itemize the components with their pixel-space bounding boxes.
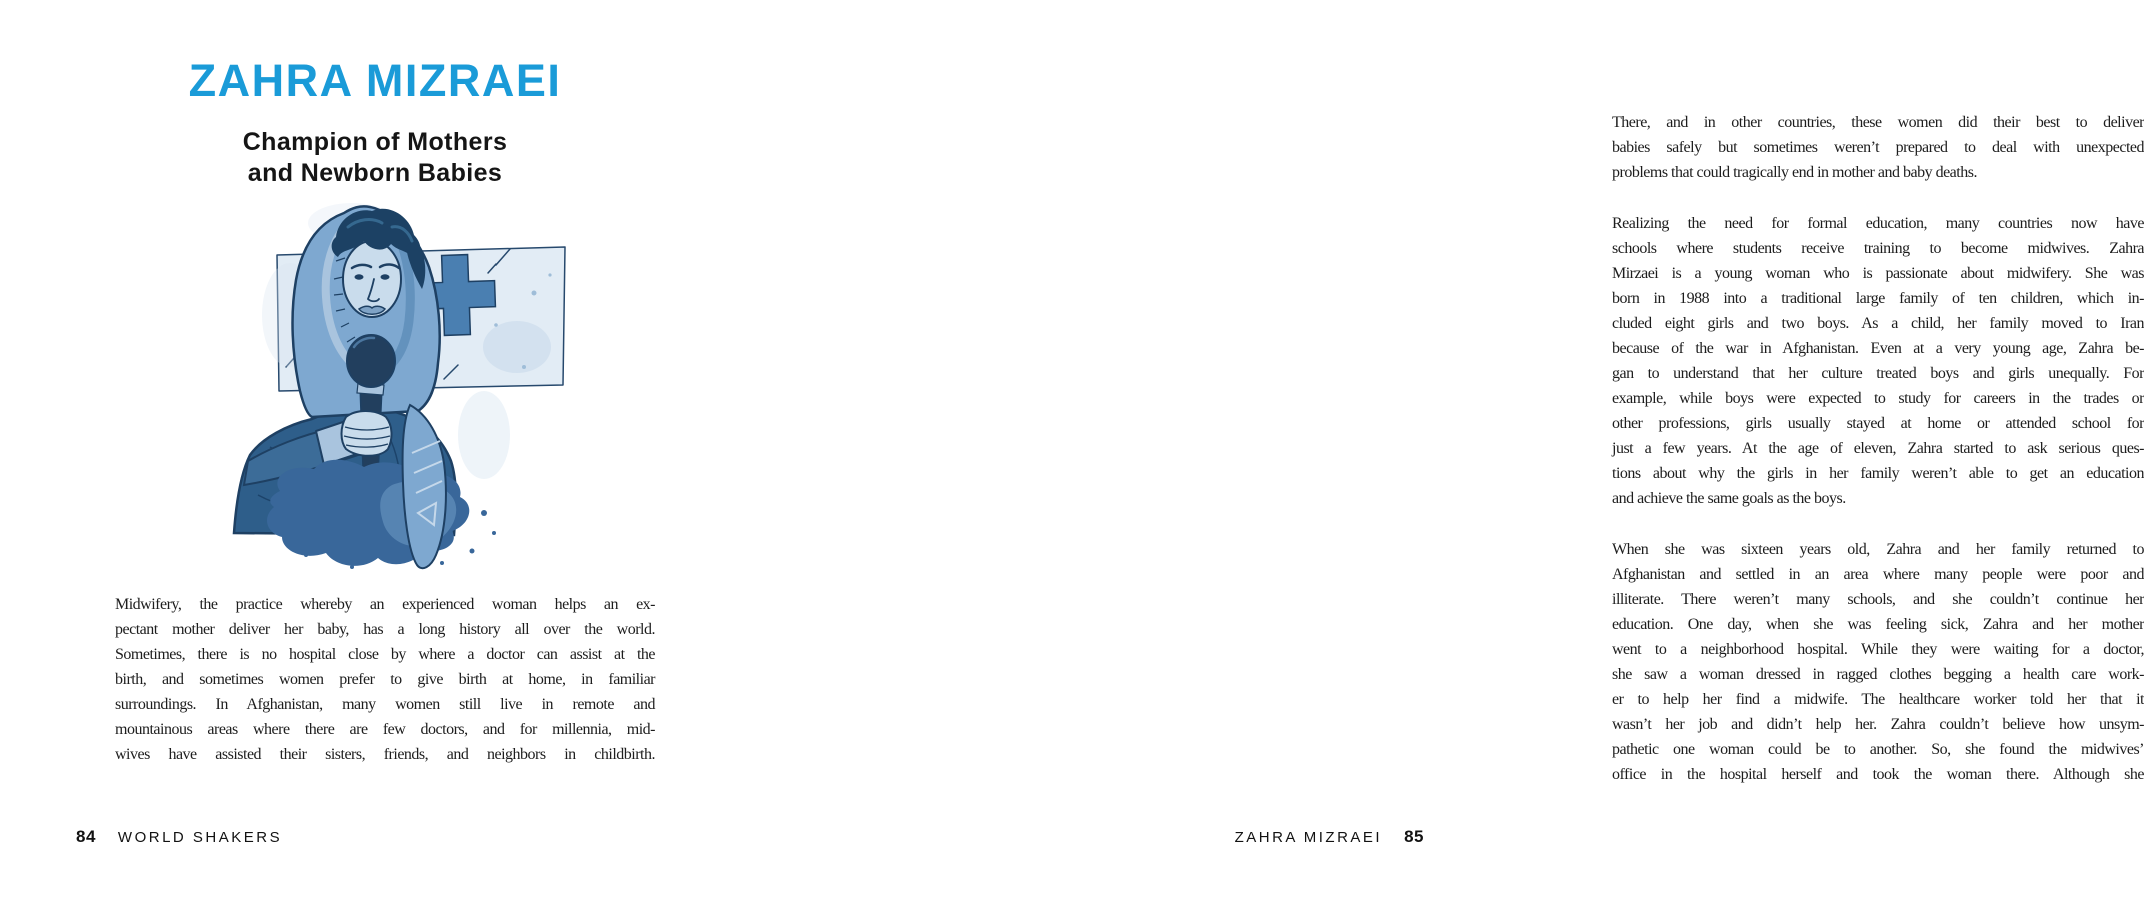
text-line: because of the war in Afghanistan. Even at a very young age, Zahra be- — [1612, 340, 2144, 357]
text-line: example, while boys were expected to study for careers in the trades or — [1612, 390, 2144, 407]
page-number-right: 85 — [1404, 827, 1424, 846]
text-line: cluded eight girls and two boys. As a child, her family moved to Iran — [1612, 315, 2144, 332]
text-line: Midwifery, the practice whereby an experienced woman helps an ex- — [115, 596, 655, 613]
paragraph-2 — [1612, 211, 2144, 511]
text-line: wives have assisted their sisters, friends, and neighbors in childbirth. — [115, 746, 655, 763]
page-right — [750, 0, 2144, 900]
text-line: office in the hospital herself and took the woman there. Although she — [1612, 766, 2144, 783]
text-line: Afghanistan and settled in an area where many people were poor and — [1612, 566, 2144, 583]
text-line: mountainous areas where there are few doctors, and for millennia, mid- — [115, 721, 655, 738]
paragraph-1 — [1612, 110, 2144, 185]
hand — [342, 411, 392, 456]
text-line: just a few years. At the age of eleven, Zahra started to ask serious ques- — [1612, 440, 2144, 457]
text-line: went to a neighborhood hospital. While they were waiting for a doctor, — [1612, 641, 2144, 658]
running-title-right: ZAHRA MIZRAEI — [1234, 829, 1383, 846]
text-line: When she was sixteen years old, Zahra and her family returned to — [1612, 541, 2144, 558]
scarf-drape — [403, 405, 446, 568]
portrait-illustration — [232, 195, 588, 581]
text-line: gan to understand that her culture treated boys and girls unequally. For — [1612, 365, 2144, 382]
text-line: pectant mother deliver her baby, has a long history all over the world. — [115, 621, 655, 638]
text-line: Champion of Mothers — [242, 128, 508, 156]
text-line: born in 1988 into a traditional large family of ten children, which in- — [1612, 290, 2144, 307]
chapter-subtitle — [0, 127, 750, 189]
face — [343, 241, 401, 317]
text-line: and achieve the same goals as the boys. — [1612, 490, 1846, 507]
text-line: babies safely but sometimes weren’t prepared to deal with unexpected — [1612, 139, 2144, 156]
body-column — [1612, 110, 2144, 787]
chapter-title: ZAHRA MIZRAEI — [188, 55, 562, 106]
paint-splash — [267, 460, 496, 569]
text-line: surroundings. In Afghanistan, many women still live in remote and — [115, 696, 655, 713]
intro-paragraph — [115, 592, 655, 767]
text-line: wasn’t her job and didn’t help her. Zahra couldn’t believe how unsym- — [1612, 716, 2144, 733]
text-line: education. One day, when she was feeling sick, Zahra and her mother — [1612, 616, 2144, 633]
text-line: There, and in other countries, these women did their best to deliver — [1612, 114, 2144, 131]
footer-right — [1235, 827, 1424, 847]
text-line: er to help her find a midwife. The healthcare worker told her that it — [1612, 691, 2144, 708]
text-line: other professions, girls usually stayed at home or attended school for — [1612, 415, 2144, 432]
text-line: birth, and sometimes women prefer to give birth at home, in familiar — [115, 671, 655, 688]
paragraph-3 — [1612, 537, 2144, 787]
text-line: problems that could tragically end in mother and baby deaths. — [1612, 164, 1977, 181]
text-line: schools where students receive training to become midwives. Zahra — [1612, 240, 2144, 257]
text-line: Mirzaei is a young woman who is passionate about midwifery. She was — [1612, 265, 2144, 282]
footer-left — [76, 827, 282, 847]
running-title-left: WORLD SHAKERS — [117, 829, 283, 846]
text-line: pathetic one woman could be to another. So, she found the midwives’ — [1612, 741, 2144, 758]
text-line: Realizing the need for formal education, many countries now have — [1612, 215, 2144, 232]
text-line: illiterate. There weren’t many schools, and she couldn’t continue her — [1612, 591, 2144, 608]
text-line: she saw a woman dressed in ragged clothes begging a health care work- — [1612, 666, 2144, 683]
text-line: Sometimes, there is no hospital close by where a doctor can assist at the — [115, 646, 655, 663]
text-line: and Newborn Babies — [247, 159, 503, 187]
text-line: tions about why the girls in her family weren’t able to get an education — [1612, 465, 2144, 482]
page-number-left: 84 — [76, 827, 96, 846]
page-left — [0, 0, 750, 900]
